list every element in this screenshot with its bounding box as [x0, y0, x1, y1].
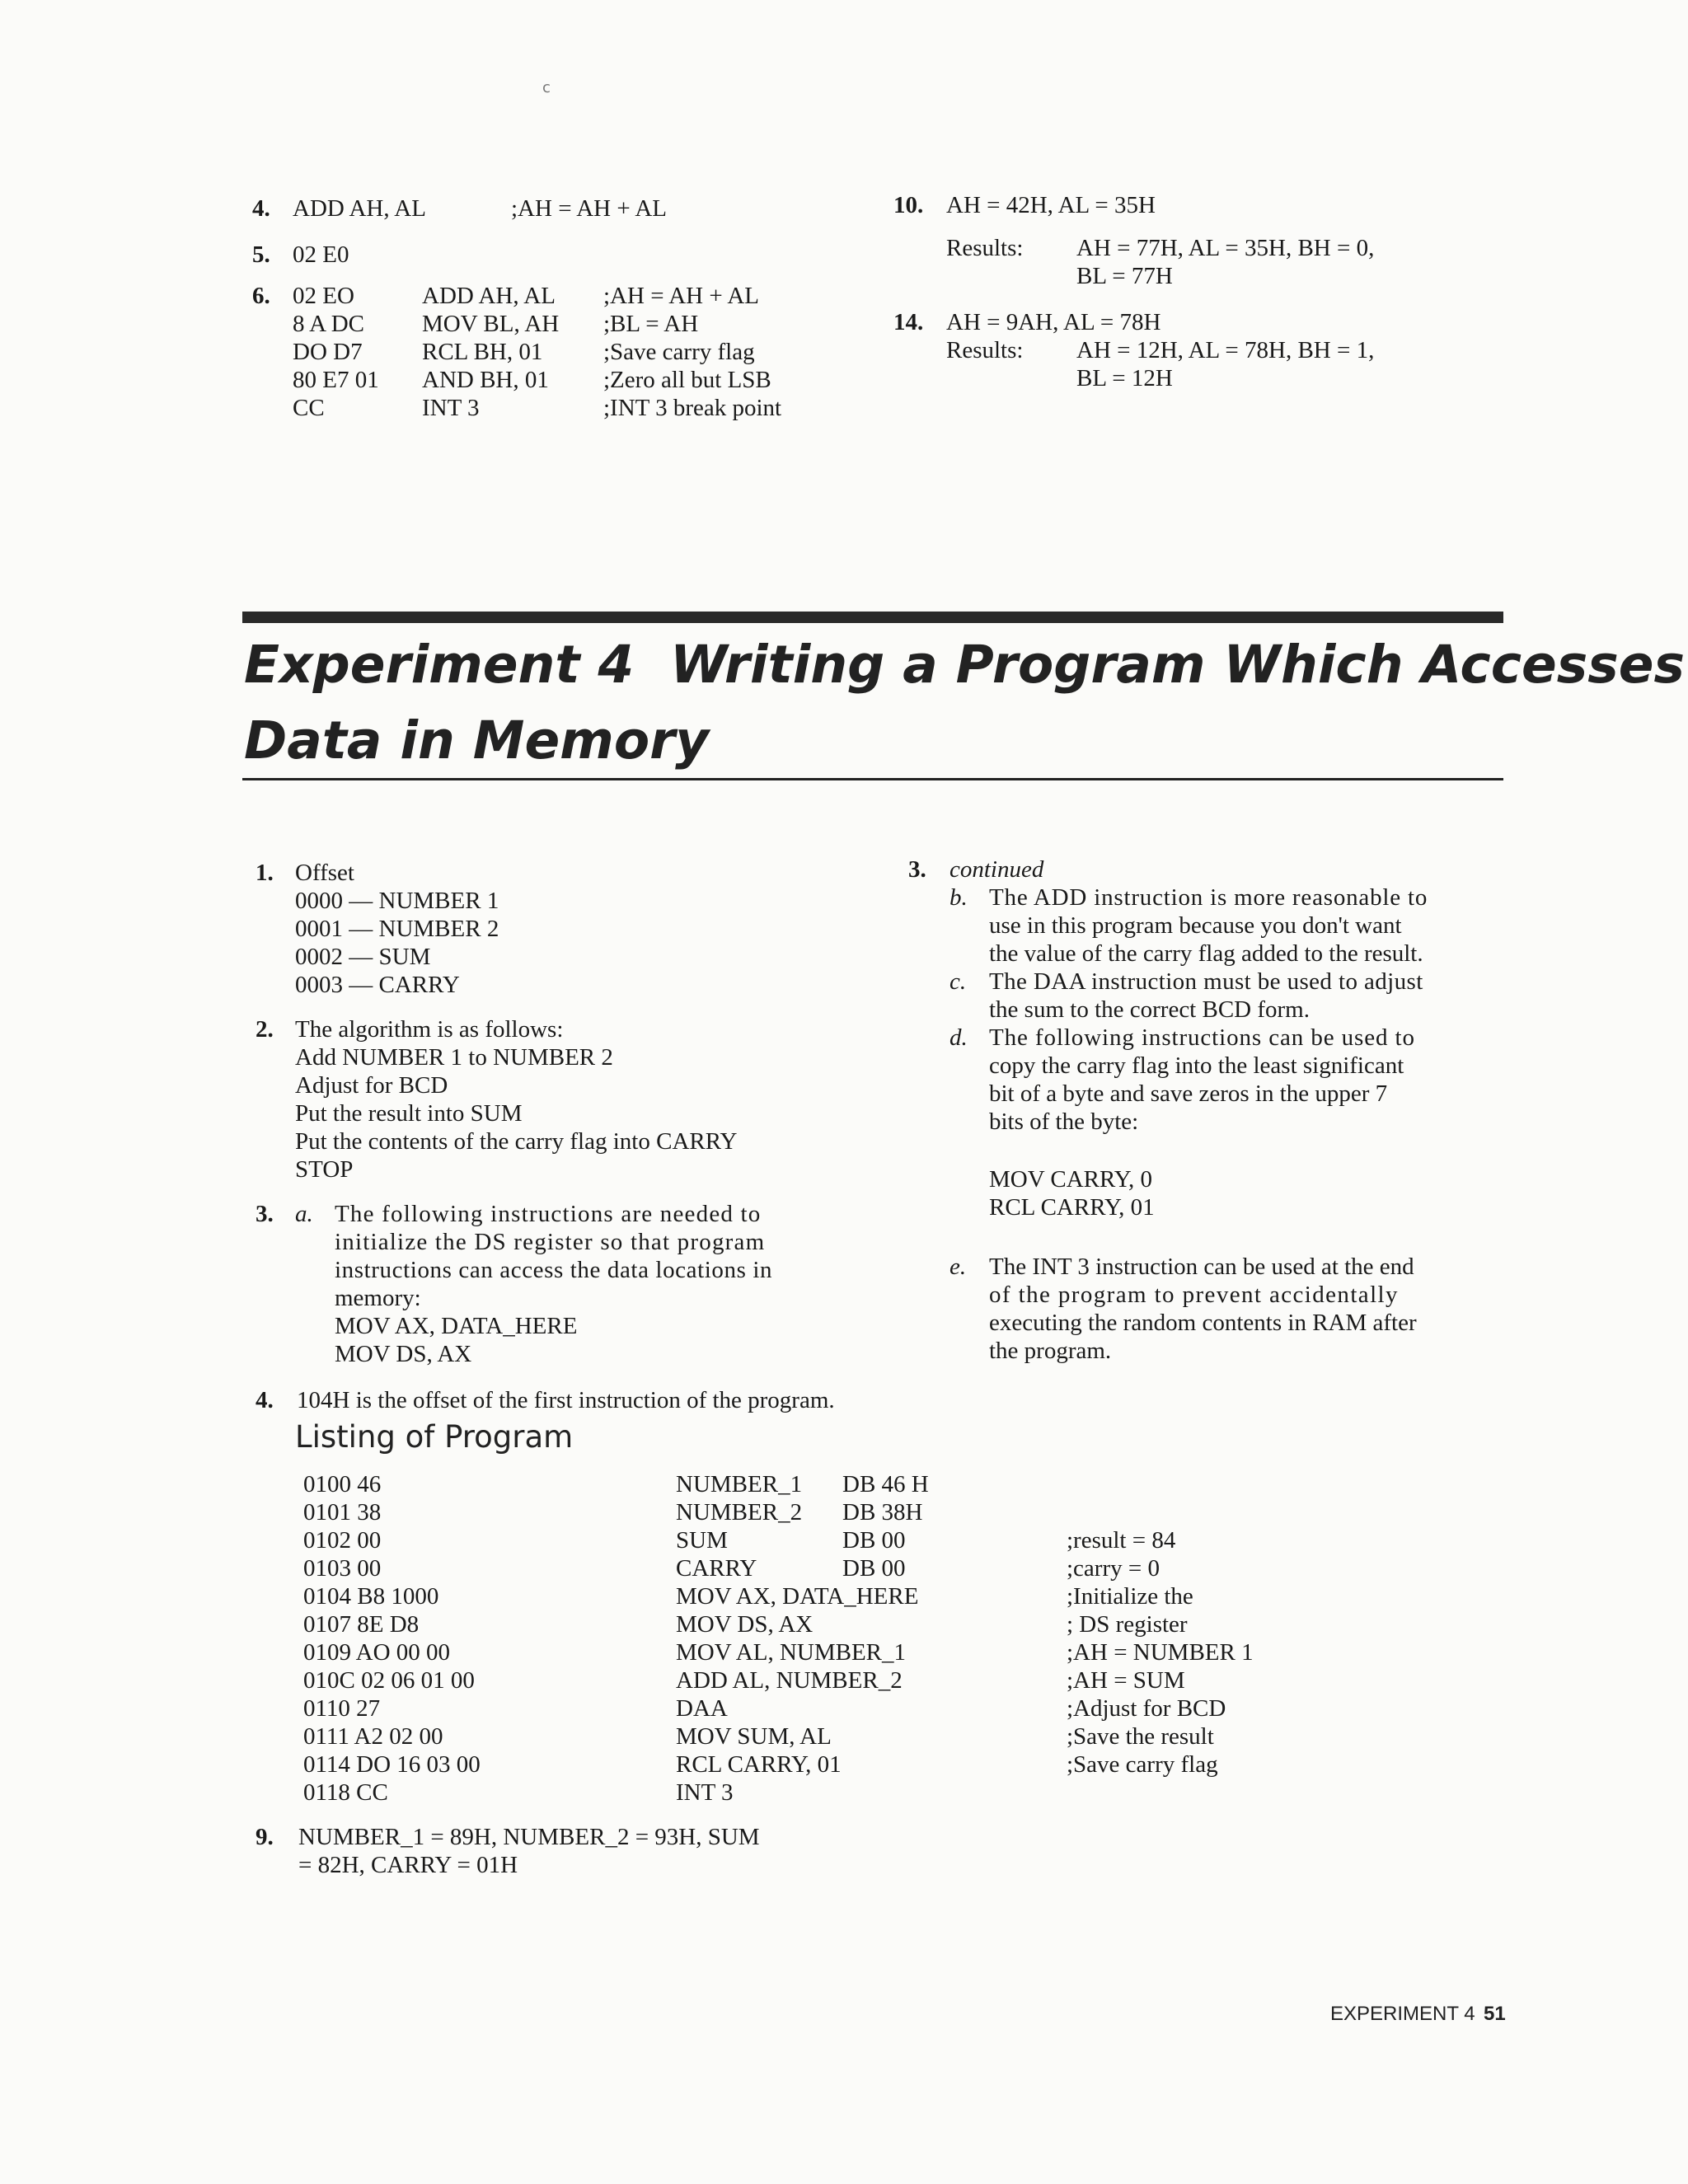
listing-address: 0110 27 — [303, 1695, 381, 1722]
sub-item-letter: e. — [950, 1254, 967, 1280]
item-number: 2. — [256, 1016, 274, 1043]
listing-operand: DB 00 — [842, 1555, 906, 1582]
instruction-text: INT 3 — [422, 395, 480, 421]
code-line: MOV CARRY, 0 — [989, 1166, 1152, 1193]
results-values: AH = 77H, AL = 35H, BH = 0, — [1076, 235, 1375, 261]
item-number: 5. — [252, 241, 270, 268]
instruction-text: AND BH, 01 — [422, 367, 549, 393]
comment-text: ;AH = AH + AL — [603, 283, 759, 309]
listing-instruction: CARRY — [676, 1555, 757, 1582]
item3c-text — [989, 968, 1423, 1024]
listing-instruction: MOV AX, DATA_HERE — [676, 1583, 919, 1610]
listing-instruction: NUMBER_1 — [676, 1471, 803, 1497]
code-line: MOV DS, AX — [335, 1341, 472, 1367]
scan-mark: c — [542, 79, 551, 96]
listing-comment: ;Initialize the — [1067, 1583, 1193, 1610]
paragraph-line: use in this program because you don't want — [989, 912, 1402, 939]
list-line: Put the contents of the carry flag into CARRY — [295, 1128, 738, 1155]
listing-instruction: INT 3 — [676, 1779, 734, 1806]
item3a-text — [335, 1200, 772, 1368]
listing-comment: ;Save the result — [1067, 1723, 1214, 1750]
results-values: BL = 12H — [1076, 365, 1173, 391]
listing-operand: DB 38H — [842, 1499, 923, 1526]
machine-code: CC — [293, 395, 325, 421]
results-label: Results: — [946, 235, 1024, 261]
code-line: RCL CARRY, 01 — [989, 1194, 1155, 1221]
code-text: 02 E0 — [293, 241, 349, 268]
item3d-code — [989, 1165, 1155, 1221]
item-number: 1. — [256, 860, 274, 886]
listing-operand: DB 00 — [842, 1527, 906, 1554]
listing-instruction: NUMBER_2 — [676, 1499, 803, 1526]
instruction-text: RCL BH, 01 — [422, 339, 543, 365]
paragraph-line: The INT 3 instruction can be used at the end — [989, 1254, 1414, 1280]
results-values: AH = 12H, AL = 78H, BH = 1, — [1076, 337, 1375, 363]
item-number: 14. — [893, 309, 924, 335]
paragraph-line: of the program to prevent accidentally — [989, 1282, 1399, 1308]
item3d-text — [989, 1024, 1415, 1136]
code-line: MOV AX, DATA_HERE — [335, 1313, 578, 1339]
page-number: 51 — [1484, 2003, 1506, 2025]
listing-comment: ;AH = NUMBER 1 — [1067, 1639, 1254, 1666]
list-line: Add NUMBER 1 to NUMBER 2 — [295, 1044, 613, 1071]
item9-line: = 82H, CARRY = 01H — [298, 1852, 518, 1878]
list-line: Put the result into SUM — [295, 1100, 523, 1127]
paragraph-line: The ADD instruction is more reasonable to — [989, 884, 1428, 911]
list-line: 0001 — NUMBER 2 — [295, 916, 499, 942]
machine-code: DO D7 — [293, 339, 363, 365]
paragraph-line: memory: — [335, 1285, 421, 1311]
listing-comment: ;Save carry flag — [1067, 1751, 1218, 1778]
listing-instruction: ADD AL, NUMBER_2 — [676, 1667, 903, 1694]
machine-code: 80 E7 01 — [293, 367, 379, 393]
results-label: Results: — [946, 337, 1024, 363]
item-number: 4. — [256, 1387, 274, 1413]
paragraph-line: the sum to the correct BCD form. — [989, 996, 1310, 1023]
paragraph-line: the program. — [989, 1338, 1112, 1364]
algorithm-list — [295, 1015, 737, 1183]
machine-code: 02 EO — [293, 283, 354, 309]
listing-address: 0104 B8 1000 — [303, 1583, 439, 1610]
paragraph-line: executing the random contents in RAM after — [989, 1310, 1417, 1336]
listing-operand: DB 46 H — [842, 1471, 929, 1497]
listing-address: 010C 02 06 01 00 — [303, 1667, 475, 1694]
paragraph-line: initialize the DS register so that program — [335, 1229, 766, 1255]
heading-rule-bottom — [242, 778, 1503, 780]
listing-address: 0114 DO 16 03 00 — [303, 1751, 481, 1778]
sub-item-letter: a. — [295, 1201, 313, 1227]
paragraph-line: The following instructions are needed to — [335, 1201, 762, 1227]
listing-title: Listing of Program — [295, 1419, 574, 1455]
paragraph-line: The DAA instruction must be used to adjust — [989, 968, 1423, 995]
list-line: Offset — [295, 860, 354, 886]
heading-rule-top — [242, 612, 1503, 623]
listing-address: 0118 CC — [303, 1779, 388, 1806]
list-line: STOP — [295, 1156, 354, 1183]
list-line: Adjust for BCD — [295, 1072, 448, 1099]
listing-comment: ; DS register — [1067, 1611, 1188, 1638]
comment-text: ;BL = AH — [603, 311, 699, 337]
item-number: 4. — [252, 195, 270, 222]
list-line: 0002 — SUM — [295, 944, 431, 970]
comment-text: ;AH = AH + AL — [511, 195, 667, 222]
listing-comment: ;AH = SUM — [1067, 1667, 1185, 1694]
paragraph-line: bit of a byte and save zeros in the upper 7 — [989, 1080, 1388, 1107]
listing-address: 0100 46 — [303, 1471, 382, 1497]
item9-line: NUMBER_1 = 89H, NUMBER_2 = 93H, SUM — [298, 1824, 760, 1850]
experiment-heading: Experiment 4 Writing a Program Which Accesses — [244, 635, 1686, 695]
offset-list — [295, 859, 499, 999]
listing-instruction: MOV AL, NUMBER_1 — [676, 1639, 907, 1666]
listing-instruction: MOV SUM, AL — [676, 1723, 832, 1750]
continued-label: continued — [950, 856, 1044, 883]
listing-comment: ;carry = 0 — [1067, 1555, 1160, 1582]
listing-address: 0107 8E D8 — [303, 1611, 420, 1638]
comment-text: ;INT 3 break point — [603, 395, 782, 421]
register-values: AH = 9AH, AL = 78H — [946, 309, 1161, 335]
paragraph-line: instructions can access the data locations in — [335, 1257, 773, 1283]
instruction-text: MOV BL, AH — [422, 311, 560, 337]
listing-address: 0102 00 — [303, 1527, 382, 1554]
list-line: 0000 — NUMBER 1 — [295, 888, 499, 914]
list-line: 0003 — CARRY — [295, 972, 460, 998]
listing-address: 0109 AO 00 00 — [303, 1639, 451, 1666]
listing-instruction: SUM — [676, 1527, 728, 1554]
paragraph-line: bits of the byte: — [989, 1108, 1139, 1135]
instruction-text: ADD AH, AL — [422, 283, 556, 309]
experiment-heading-line2: Data in Memory — [244, 710, 710, 771]
sub-item-letter: b. — [950, 884, 968, 911]
comment-text: ;Zero all but LSB — [603, 367, 771, 393]
listing-instruction: MOV DS, AX — [676, 1611, 814, 1638]
paragraph-line: the value of the carry flag added to the result. — [989, 940, 1423, 967]
item-number: 10. — [893, 192, 924, 218]
item-number: 3. — [908, 856, 926, 883]
sub-item-letter: c. — [950, 968, 967, 995]
item4-text: 104H is the offset of the first instruction of the program. — [297, 1387, 835, 1413]
item-number: 9. — [256, 1824, 274, 1850]
listing-instruction: RCL CARRY, 01 — [676, 1751, 842, 1778]
item-number: 3. — [256, 1201, 274, 1227]
instruction-text: ADD AH, AL — [293, 195, 426, 222]
listing-address: 0111 A2 02 00 — [303, 1723, 443, 1750]
results-values: BL = 77H — [1076, 263, 1173, 289]
listing-address: 0101 38 — [303, 1499, 382, 1526]
list-line: The algorithm is as follows: — [295, 1016, 564, 1043]
machine-code: 8 A DC — [293, 311, 365, 337]
footer-label: EXPERIMENT 4 — [1330, 2003, 1475, 2025]
sub-item-letter: d. — [950, 1024, 968, 1051]
comment-text: ;Save carry flag — [603, 339, 755, 365]
listing-instruction: DAA — [676, 1695, 728, 1722]
item3b-text — [989, 883, 1508, 968]
register-values: AH = 42H, AL = 35H — [946, 192, 1156, 218]
item3e-text — [989, 1253, 1417, 1365]
listing-comment: ;result = 84 — [1067, 1527, 1176, 1554]
listing-comment: ;Adjust for BCD — [1067, 1695, 1226, 1722]
item-number: 6. — [252, 283, 270, 309]
paragraph-line: copy the carry flag into the least significant — [989, 1052, 1404, 1079]
listing-address: 0103 00 — [303, 1555, 382, 1582]
paragraph-line: The following instructions can be used to — [989, 1024, 1415, 1051]
